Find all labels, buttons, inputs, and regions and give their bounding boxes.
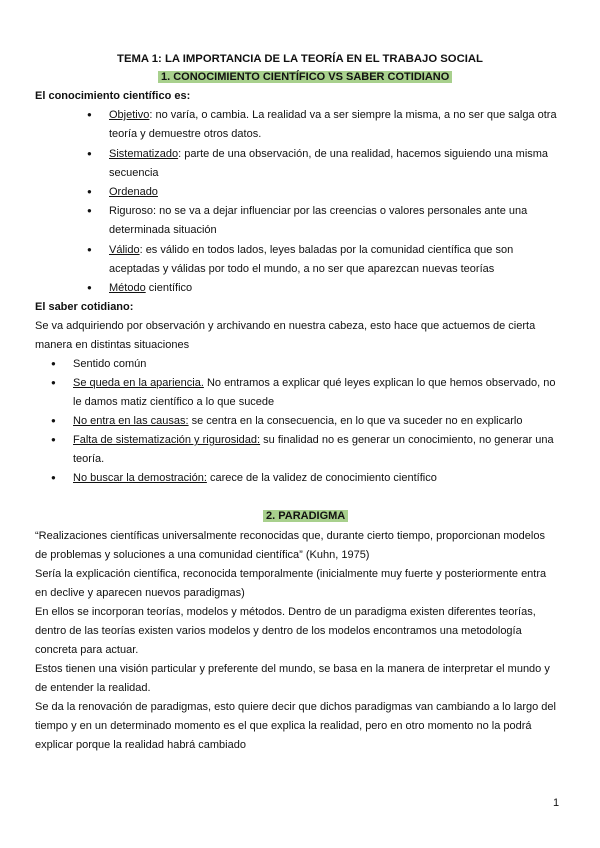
paragraph-line: explicar porque la realidad habrá cambiado	[35, 739, 246, 751]
paragraph-line: “Realizaciones científicas universalmente reconocidas que, durante cierto tiempo, proporcionan modelos	[35, 530, 545, 542]
paragraph-line: dentro de las teorías existen varios modelos y dentro de los modelos encontramos una metodología	[35, 625, 522, 637]
list-item: ● Válido: es válido en todos lados, leyes baladas por la comunidad científica que son	[109, 243, 513, 257]
scientific-knowledge-heading: El conocimiento científico es:	[35, 90, 191, 102]
paragraph-line: Estos tienen una visión particular y preferente del mundo, se basa en la manera de interpretar el mundo y	[35, 663, 550, 675]
paragraph-line: Se da la renovación de paradigmas, esto quiere decir que dichos paradigmas van cambiando a lo largo del	[35, 701, 556, 713]
list-item-continuation: aceptadas y válidas por todo el mundo, a no ser que aparezcan nuevas teorías	[109, 263, 495, 275]
list-item-continuation: teoría y demuestre otros datos.	[109, 128, 262, 140]
list-item-continuation: le damos matiz científico a lo que sucede	[73, 396, 275, 408]
list-item-continuation: teoría.	[73, 453, 105, 465]
paragraph-line: concreta para actuar.	[35, 644, 139, 656]
paragraph-line: de problemas y soluciones a una comunidad científica” (Kuhn, 1975)	[35, 549, 370, 561]
list-item: ● Sentido común	[73, 357, 146, 371]
list-item: ● Método científico	[109, 281, 192, 295]
paragraph-line: Sería la explicación científica, reconocida temporalmente (inicialmente muy fuerte y posteriormente entra	[35, 568, 547, 580]
section-2-heading: 2. PARADIGMA	[263, 509, 348, 523]
paragraph-line: de entender la realidad.	[35, 682, 151, 694]
list-item-continuation: determinada situación	[109, 224, 217, 236]
list-item: ● No entra en las causas: se centra en la consecuencia, en lo que va suceder no en explicarlo	[73, 414, 522, 428]
list-item-continuation: secuencia	[109, 167, 159, 179]
paragraph-line: tiempo y en un determinado momento es el que explica la realidad, pero en otro momento no la podrá	[35, 720, 532, 732]
section-1-heading: 1. CONOCIMIENTO CIENTÍFICO VS SABER COTIDIANO	[158, 70, 452, 84]
daily-knowledge-heading: El saber cotidiano:	[35, 301, 134, 313]
list-item: ● No buscar la demostración: carece de la validez de conocimiento científico	[73, 471, 437, 485]
paragraph-line: en declive y aparecen nuevos paradigmas)	[35, 587, 245, 599]
list-item: ● Objetivo: no varía, o cambia. La realidad va a ser siempre la misma, a no ser que salga otra	[109, 108, 557, 122]
list-item: ● Falta de sistematización y rigurosidad: su finalidad no es generar un conocimiento, no generar una	[73, 433, 554, 447]
paragraph-line: En ellos se incorporan teorías, modelos y métodos. Dentro de un paradigma existen diferentes teorías,	[35, 606, 536, 618]
list-item: ● Sistematizado: parte de una observación, de una realidad, hacemos siguiendo una misma	[109, 147, 548, 161]
page-number: 1	[553, 797, 560, 809]
document-title: TEMA 1: LA IMPORTANCIA DE LA TEORÍA EN EL TRABAJO SOCIAL	[117, 53, 483, 65]
list-item: ● Ordenado	[109, 185, 158, 199]
list-item: ● Se queda en la apariencia. No entramos a explicar qué leyes explican lo que hemos observado, no	[73, 376, 555, 390]
list-item: ● Riguroso: no se va a dejar influenciar por las creencias o valores personales ante una	[109, 204, 527, 218]
paragraph-line: manera en distintas situaciones	[35, 339, 190, 351]
paragraph-line: Se va adquiriendo por observación y archivando en nuestra cabeza, esto hace que actuemos de cierta	[35, 320, 536, 332]
